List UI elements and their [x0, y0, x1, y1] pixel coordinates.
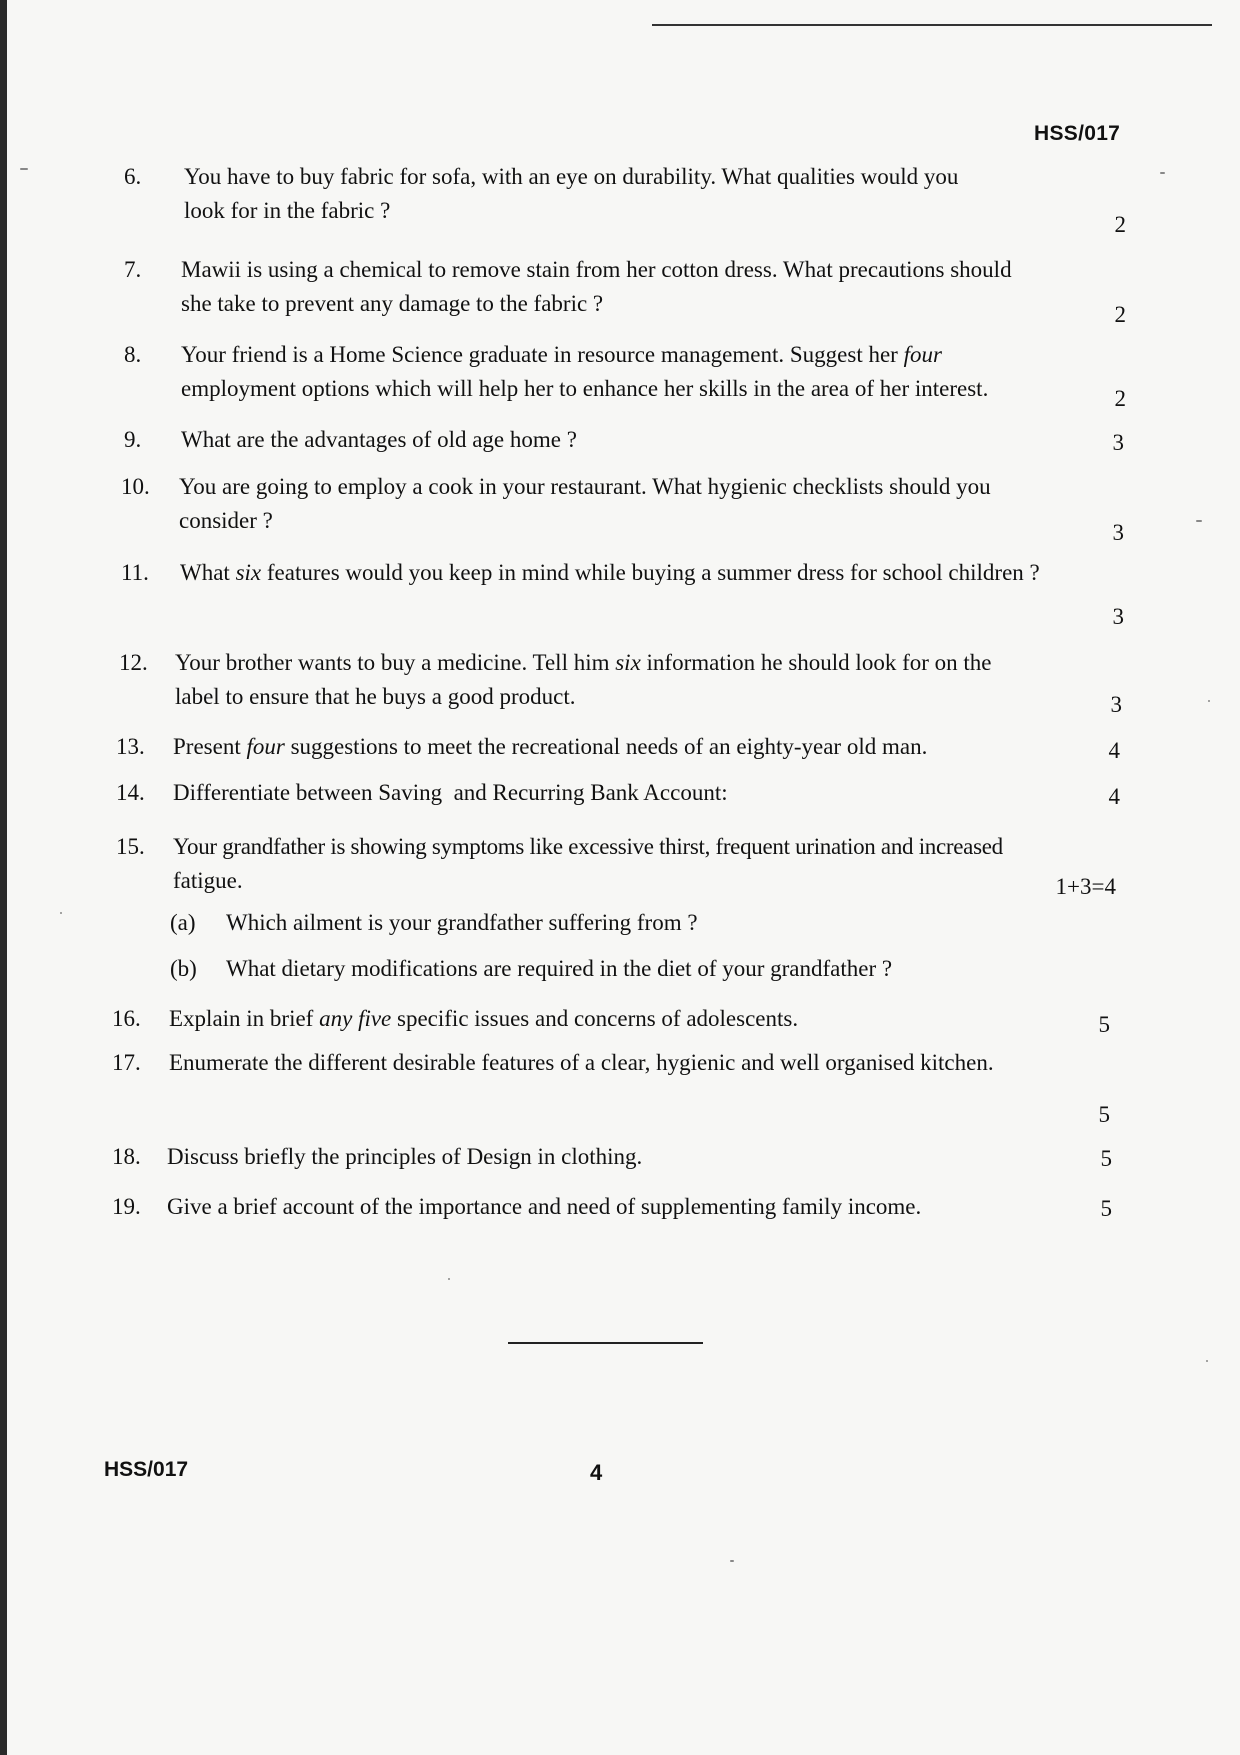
question-line-part: Your friend is a Home Science graduate in resource management. Suggest her — [181, 342, 898, 367]
question-number: 10. — [121, 474, 150, 499]
question-number: 13. — [116, 734, 145, 759]
footer-paper-code: HSS/017 — [104, 1458, 189, 1481]
question-number: 9. — [124, 427, 142, 452]
question-line-part: Explain in brief — [169, 1006, 314, 1031]
question-line: What are the advantages of old age home ? — [181, 427, 577, 452]
question-number: 12. — [119, 650, 148, 675]
scan-speck — [60, 912, 62, 914]
question-line: look for in the fabric ? — [184, 198, 391, 223]
question-text — [175, 644, 1135, 716]
question-line: she take to prevent any damage to the fabric ? — [181, 291, 604, 316]
question-text — [179, 468, 1139, 540]
question-8 — [124, 336, 1124, 416]
subquestion-label: (b) — [170, 956, 197, 981]
question-line: You have to buy fabric for sofa, with an eye on durability. What qualities would you — [184, 164, 959, 189]
question-emphasis: six — [235, 560, 262, 585]
question-line: consider ? — [179, 508, 273, 533]
question-line — [173, 728, 1093, 766]
question-18 — [112, 1138, 1112, 1178]
question-7 — [124, 251, 1124, 331]
question-line: Discuss briefly the principles of Design in clothing. — [167, 1144, 643, 1169]
question-line: Give a brief account of the importance and need of supplementing family income. — [167, 1194, 922, 1219]
question-line-part: specific issues and concerns of adolescents. — [397, 1006, 799, 1031]
question-17 — [112, 1044, 1112, 1084]
question-line-part: information he should look for on the — [646, 650, 992, 675]
question-line: Your grandfather is showing symptoms like excessive thirst, frequent urination and increased — [173, 834, 1003, 859]
question-marks: 5 — [1098, 1102, 1110, 1127]
question-line — [180, 554, 1140, 592]
question-10 — [121, 468, 1121, 548]
question-emphasis: four — [903, 342, 942, 367]
question-marks: 2 — [1114, 302, 1126, 327]
header-paper-code: HSS/017 — [1034, 122, 1121, 145]
question-number: 8. — [124, 342, 142, 367]
question-number: 16. — [112, 1006, 141, 1031]
question-marks: 5 — [1100, 1196, 1112, 1221]
question-15 — [116, 828, 1116, 908]
question-marks: 4 — [1108, 738, 1120, 763]
question-number: 14. — [116, 780, 145, 805]
question-marks: 5 — [1100, 1146, 1112, 1171]
question-text — [181, 421, 1081, 459]
scan-speck — [730, 1560, 734, 1562]
question-marks: 1+3=4 — [1055, 874, 1116, 899]
question-16 — [112, 1000, 1112, 1040]
question-12 — [119, 644, 1119, 724]
question-text — [173, 774, 1073, 812]
question-13 — [116, 728, 1116, 768]
question-text — [180, 554, 1140, 592]
question-line: Differentiate between Saving and Recurring Bank Account: — [173, 780, 728, 805]
subquestion-a — [170, 910, 970, 944]
top-rule — [652, 24, 1212, 26]
question-line: employment options which will help her to enhance her skills in the area of her interest. — [181, 376, 989, 401]
question-emphasis: six — [615, 650, 641, 675]
question-text — [169, 1044, 1129, 1082]
scan-speck — [448, 1278, 450, 1280]
subquestion-b — [170, 956, 1050, 990]
scan-speck — [1208, 700, 1210, 702]
question-text — [167, 1138, 1067, 1176]
question-number: 6. — [124, 164, 142, 189]
question-line: label to ensure that he buys a good product. — [175, 684, 576, 709]
question-line-part: suggestions to meet the recreational needs of an eighty-year old man. — [290, 734, 928, 759]
question-9 — [124, 421, 1124, 461]
question-line — [169, 1000, 1069, 1038]
subquestion-text: What dietary modifications are required in the diet of your grandfather ? — [226, 956, 893, 981]
question-text — [169, 1000, 1069, 1038]
question-marks: 2 — [1114, 212, 1126, 237]
scan-left-edge — [0, 0, 7, 1755]
scan-speck — [20, 168, 28, 170]
subquestion-label: (a) — [170, 910, 196, 935]
question-line: Mawii is using a chemical to remove stain from her cotton dress. What precautions should — [181, 257, 1012, 282]
end-of-paper-rule — [508, 1342, 703, 1344]
question-text — [173, 728, 1093, 766]
question-marks: 4 — [1108, 784, 1120, 809]
question-line — [175, 644, 1135, 682]
question-marks: 3 — [1112, 604, 1124, 629]
question-number: 17. — [112, 1050, 141, 1075]
question-text — [184, 158, 1124, 230]
question-text — [181, 336, 1141, 408]
question-line-part: Present — [173, 734, 241, 759]
scan-speck — [1206, 1360, 1208, 1362]
page-number: 4 — [590, 1460, 603, 1485]
question-marks: 2 — [1114, 386, 1126, 411]
question-marks: 3 — [1110, 692, 1122, 717]
question-number: 11. — [121, 560, 149, 585]
question-line — [181, 336, 1141, 374]
question-marks: 5 — [1098, 1012, 1110, 1037]
question-marks: 3 — [1112, 430, 1124, 455]
question-line: fatigue. — [173, 868, 243, 893]
question-11 — [121, 554, 1121, 594]
question-emphasis: four — [246, 734, 285, 759]
question-line: You are going to employ a cook in your restaurant. What hygienic checklists should you — [179, 474, 991, 499]
question-14 — [116, 774, 1116, 814]
question-text — [181, 251, 1121, 323]
question-number: 18. — [112, 1144, 141, 1169]
scan-speck — [1196, 520, 1202, 522]
question-marks: 3 — [1112, 520, 1124, 545]
question-number: 19. — [112, 1194, 141, 1219]
question-text — [167, 1188, 1087, 1226]
question-number: 7. — [124, 257, 142, 282]
question-6 — [124, 158, 1124, 238]
question-line-part: What — [180, 560, 230, 585]
question-line: Enumerate the different desirable features of a clear, hygienic and well organised kitchen. — [169, 1050, 994, 1075]
question-emphasis: any five — [319, 1006, 392, 1031]
question-number: 15. — [116, 834, 145, 859]
question-line-part: features would you keep in mind while buying a summer dress for school children ? — [266, 560, 1040, 585]
subquestion-text: Which ailment is your grandfather suffering from ? — [226, 910, 698, 935]
question-text — [173, 828, 1133, 900]
question-19 — [112, 1188, 1112, 1228]
question-line-part: Your brother wants to buy a medicine. Tell him — [175, 650, 610, 675]
scan-speck — [1160, 172, 1165, 174]
